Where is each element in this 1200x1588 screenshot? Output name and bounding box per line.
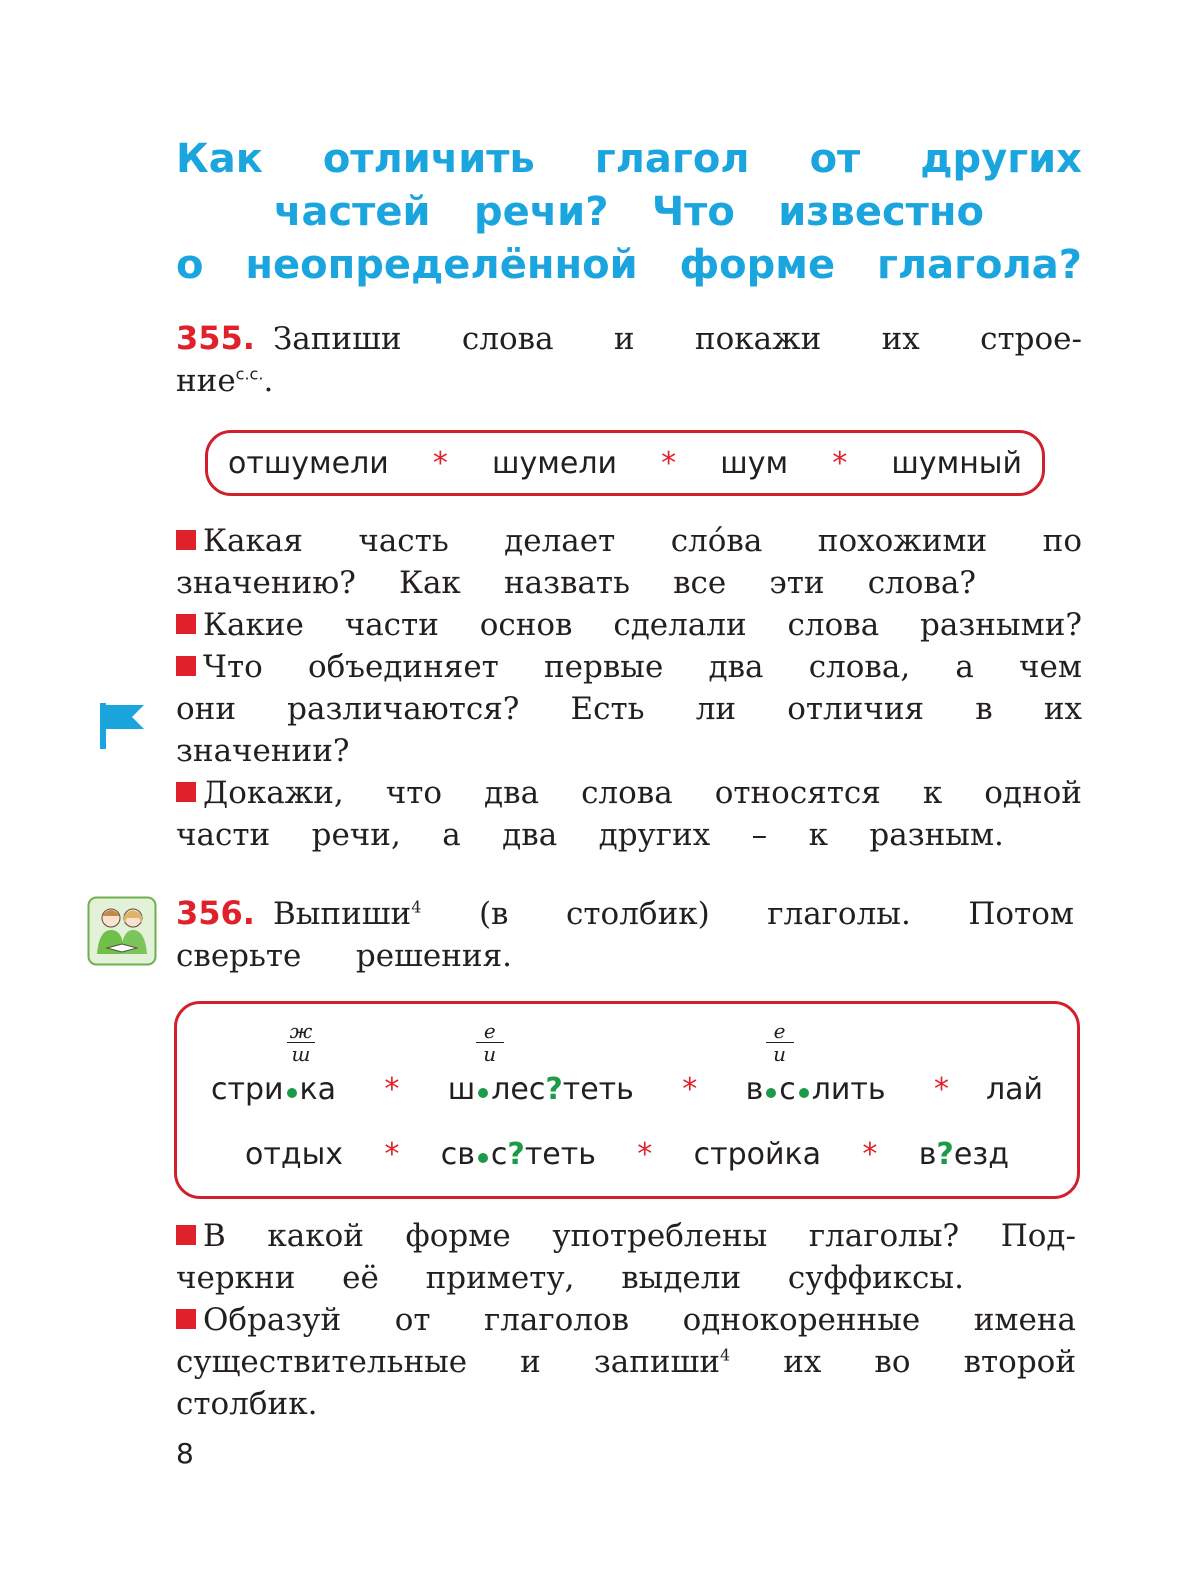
task-word: одной	[984, 775, 1082, 811]
task-word: Образуй	[203, 1302, 342, 1338]
exercise-number: 355.	[176, 319, 255, 357]
task-word: к	[922, 775, 943, 811]
question-1-line-2	[176, 1257, 964, 1299]
word: разным.	[869, 817, 1004, 853]
word: примету,	[425, 1260, 575, 1296]
footnote-mark: с.с.	[235, 364, 264, 384]
task-word: ние	[176, 363, 236, 399]
task-word: употреблены	[552, 1218, 768, 1254]
star-separator: *	[384, 1137, 400, 1172]
missing-letter-dot	[799, 1088, 809, 1098]
task-word: форме	[405, 1218, 511, 1254]
task-word: по	[1042, 523, 1082, 559]
task-word: первые	[543, 649, 664, 685]
word: глагола?	[876, 242, 1082, 288]
spelling-hint: е и	[766, 1020, 794, 1065]
word: сверьте	[176, 938, 302, 974]
red-square-bullet	[176, 782, 196, 802]
task-word: Выпиши	[272, 896, 412, 932]
word: решения.	[355, 938, 512, 974]
task-word: В	[203, 1218, 226, 1254]
word: –	[751, 817, 768, 853]
word: отличить	[322, 136, 535, 182]
word: к	[808, 817, 828, 853]
task-word: что	[385, 775, 443, 811]
task-word: сделали	[613, 607, 747, 643]
star-separator: *	[933, 1072, 949, 1107]
exercise-356-questions	[176, 1215, 1076, 1425]
task-word: и	[520, 1344, 541, 1380]
task-word: два	[484, 775, 540, 811]
word: отличия	[787, 691, 925, 727]
task-word: строе-	[980, 321, 1082, 357]
word: глагол	[594, 136, 750, 182]
word: черкни	[176, 1260, 296, 1296]
flag-icon	[100, 703, 146, 751]
word: Как	[176, 136, 263, 182]
star-separator: *	[661, 446, 677, 481]
word: известно	[778, 189, 984, 235]
word: речи,	[311, 817, 401, 853]
question-4-line-1	[176, 772, 1082, 814]
task-word: Докажи,	[203, 775, 344, 811]
task-word: похожими	[817, 523, 988, 559]
title-line-2	[176, 186, 1082, 239]
word-row-1	[211, 1019, 949, 1107]
punctuation: .	[263, 363, 274, 399]
word: суффиксы.	[787, 1260, 964, 1296]
box-word: е и в с лить	[745, 1019, 886, 1107]
box-word: стройка	[693, 1137, 822, 1172]
red-square-bullet	[176, 530, 196, 550]
word: форме	[679, 242, 836, 288]
question-1-line-2	[176, 562, 976, 604]
task-word: Что	[203, 649, 263, 685]
star-separator: *	[832, 446, 848, 481]
word: других	[920, 136, 1082, 182]
word: неопределённой	[245, 242, 638, 288]
task-word: второй	[963, 1344, 1076, 1380]
task-word: глаголы?	[808, 1218, 960, 1254]
task-word: а	[955, 649, 974, 685]
word: части	[176, 817, 271, 853]
box-word: шум	[720, 446, 789, 481]
box-word: е и ш лес?теть	[447, 1019, 634, 1107]
box-word: лай	[985, 1072, 1043, 1107]
word: Что	[651, 189, 735, 235]
word: Есть	[570, 691, 645, 727]
red-square-bullet	[176, 656, 196, 676]
word: два	[502, 817, 558, 853]
task-word: покажи	[694, 321, 822, 357]
task-word: слова,	[808, 649, 911, 685]
task-word: Под-	[1000, 1218, 1076, 1254]
task-word: слова	[581, 775, 673, 811]
word: выдели	[621, 1260, 742, 1296]
task-word: Запиши	[272, 321, 402, 357]
word: назвать	[503, 565, 630, 601]
task-word: Какая	[203, 523, 303, 559]
spelling-hint: ж ш	[287, 1020, 315, 1065]
word: в	[975, 691, 993, 727]
footnote-mark: 4	[720, 1345, 731, 1365]
task-word: запиши	[593, 1344, 721, 1380]
box-word: шумели	[492, 446, 618, 481]
word: речи?	[473, 189, 609, 235]
spelling-hint: е и	[476, 1020, 504, 1065]
task-word: основ	[479, 607, 573, 643]
footnote-mark: 4	[411, 897, 422, 917]
question-1-line-1	[176, 520, 1082, 562]
task-word: Потом	[968, 896, 1074, 932]
red-square-bullet	[176, 614, 196, 634]
task-word: столбик)	[566, 896, 710, 932]
word: Как	[398, 565, 461, 601]
word-box-356	[174, 1001, 1080, 1199]
task-word: во	[874, 1344, 911, 1380]
word: эти	[769, 565, 825, 601]
box-word: отдых	[245, 1137, 344, 1172]
task-word: чем	[1019, 649, 1082, 685]
page-title	[176, 133, 1082, 292]
question-3-line-2	[176, 688, 1082, 730]
title-line-1	[176, 133, 1082, 186]
word: о	[176, 242, 204, 288]
missing-letter-dot	[287, 1088, 297, 1098]
exercise-355-task	[176, 317, 1082, 402]
task-word: разными?	[920, 607, 1082, 643]
word-row-2	[245, 1137, 1009, 1172]
word: различаются?	[287, 691, 520, 727]
question-3-line-3: значении?	[176, 733, 350, 769]
star-separator: *	[432, 446, 448, 481]
task-word: слова	[461, 321, 554, 357]
question-mark-gap: ?	[507, 1137, 525, 1172]
exercise-355-questions	[176, 520, 1082, 856]
task-word: имена	[973, 1302, 1076, 1338]
question-3-line-1	[176, 646, 1082, 688]
task-word: (в	[478, 896, 509, 932]
word: от	[809, 136, 861, 182]
task-word: сло́ва	[670, 523, 763, 559]
red-square-bullet	[176, 1225, 196, 1245]
task-word: два	[708, 649, 764, 685]
missing-letter-dot	[766, 1088, 776, 1098]
box-word: в?езд	[918, 1137, 1009, 1172]
question-2-line-1	[176, 1299, 1076, 1341]
task-word: однокоренные	[682, 1302, 921, 1338]
star-separator: *	[862, 1137, 878, 1172]
word: они	[176, 691, 236, 727]
task-word: их	[783, 1344, 822, 1380]
word: а	[442, 817, 461, 853]
word: все	[673, 565, 727, 601]
box-word: св с?теть	[440, 1137, 596, 1172]
star-separator: *	[682, 1072, 698, 1107]
missing-letter-dot	[478, 1088, 488, 1098]
task-word: существительные	[176, 1344, 468, 1380]
question-1-line-1	[176, 1215, 1076, 1257]
word: слова?	[867, 565, 976, 601]
task-word: и	[613, 321, 635, 357]
word: их	[1043, 691, 1082, 727]
box-word: ж ш стри ка	[211, 1019, 337, 1107]
box-word: отшумели	[228, 446, 389, 481]
task-word: Какие	[203, 607, 304, 643]
question-mark-gap: ?	[545, 1072, 563, 1107]
task-word: глаголы.	[767, 896, 911, 932]
task-word: глаголов	[483, 1302, 630, 1338]
word: её	[342, 1260, 379, 1296]
red-square-bullet	[176, 1309, 196, 1329]
word-box-355	[205, 430, 1045, 496]
word: частей	[274, 189, 431, 235]
question-2-line-2	[176, 1341, 1076, 1383]
star-separator: *	[637, 1137, 653, 1172]
question-mark-gap: ?	[936, 1137, 954, 1172]
task-word: какой	[267, 1218, 364, 1254]
task-word: объединяет	[307, 649, 499, 685]
question-4-line-2	[176, 814, 1004, 856]
word: других	[598, 817, 711, 853]
star-separator: *	[384, 1072, 400, 1107]
task-word: части	[344, 607, 439, 643]
title-line-3	[176, 239, 1082, 292]
exercise-number: 356.	[176, 894, 255, 932]
missing-letter-dot	[478, 1153, 488, 1163]
exercise-356-task	[176, 892, 1074, 977]
task-line-2	[176, 935, 512, 977]
task-word: относятся	[714, 775, 881, 811]
task-word: их	[881, 321, 920, 357]
pair-work-icon	[87, 896, 157, 966]
page-number: 8	[176, 1437, 194, 1470]
word: ли	[695, 691, 737, 727]
question-2-line-3: столбик.	[176, 1386, 318, 1422]
task-word: делает	[504, 523, 616, 559]
task-word: часть	[358, 523, 449, 559]
box-word: шумный	[891, 446, 1022, 481]
task-word: от	[394, 1302, 431, 1338]
task-word: слова	[787, 607, 880, 643]
question-2-line-1	[176, 604, 1082, 646]
word: значению?	[176, 565, 356, 601]
